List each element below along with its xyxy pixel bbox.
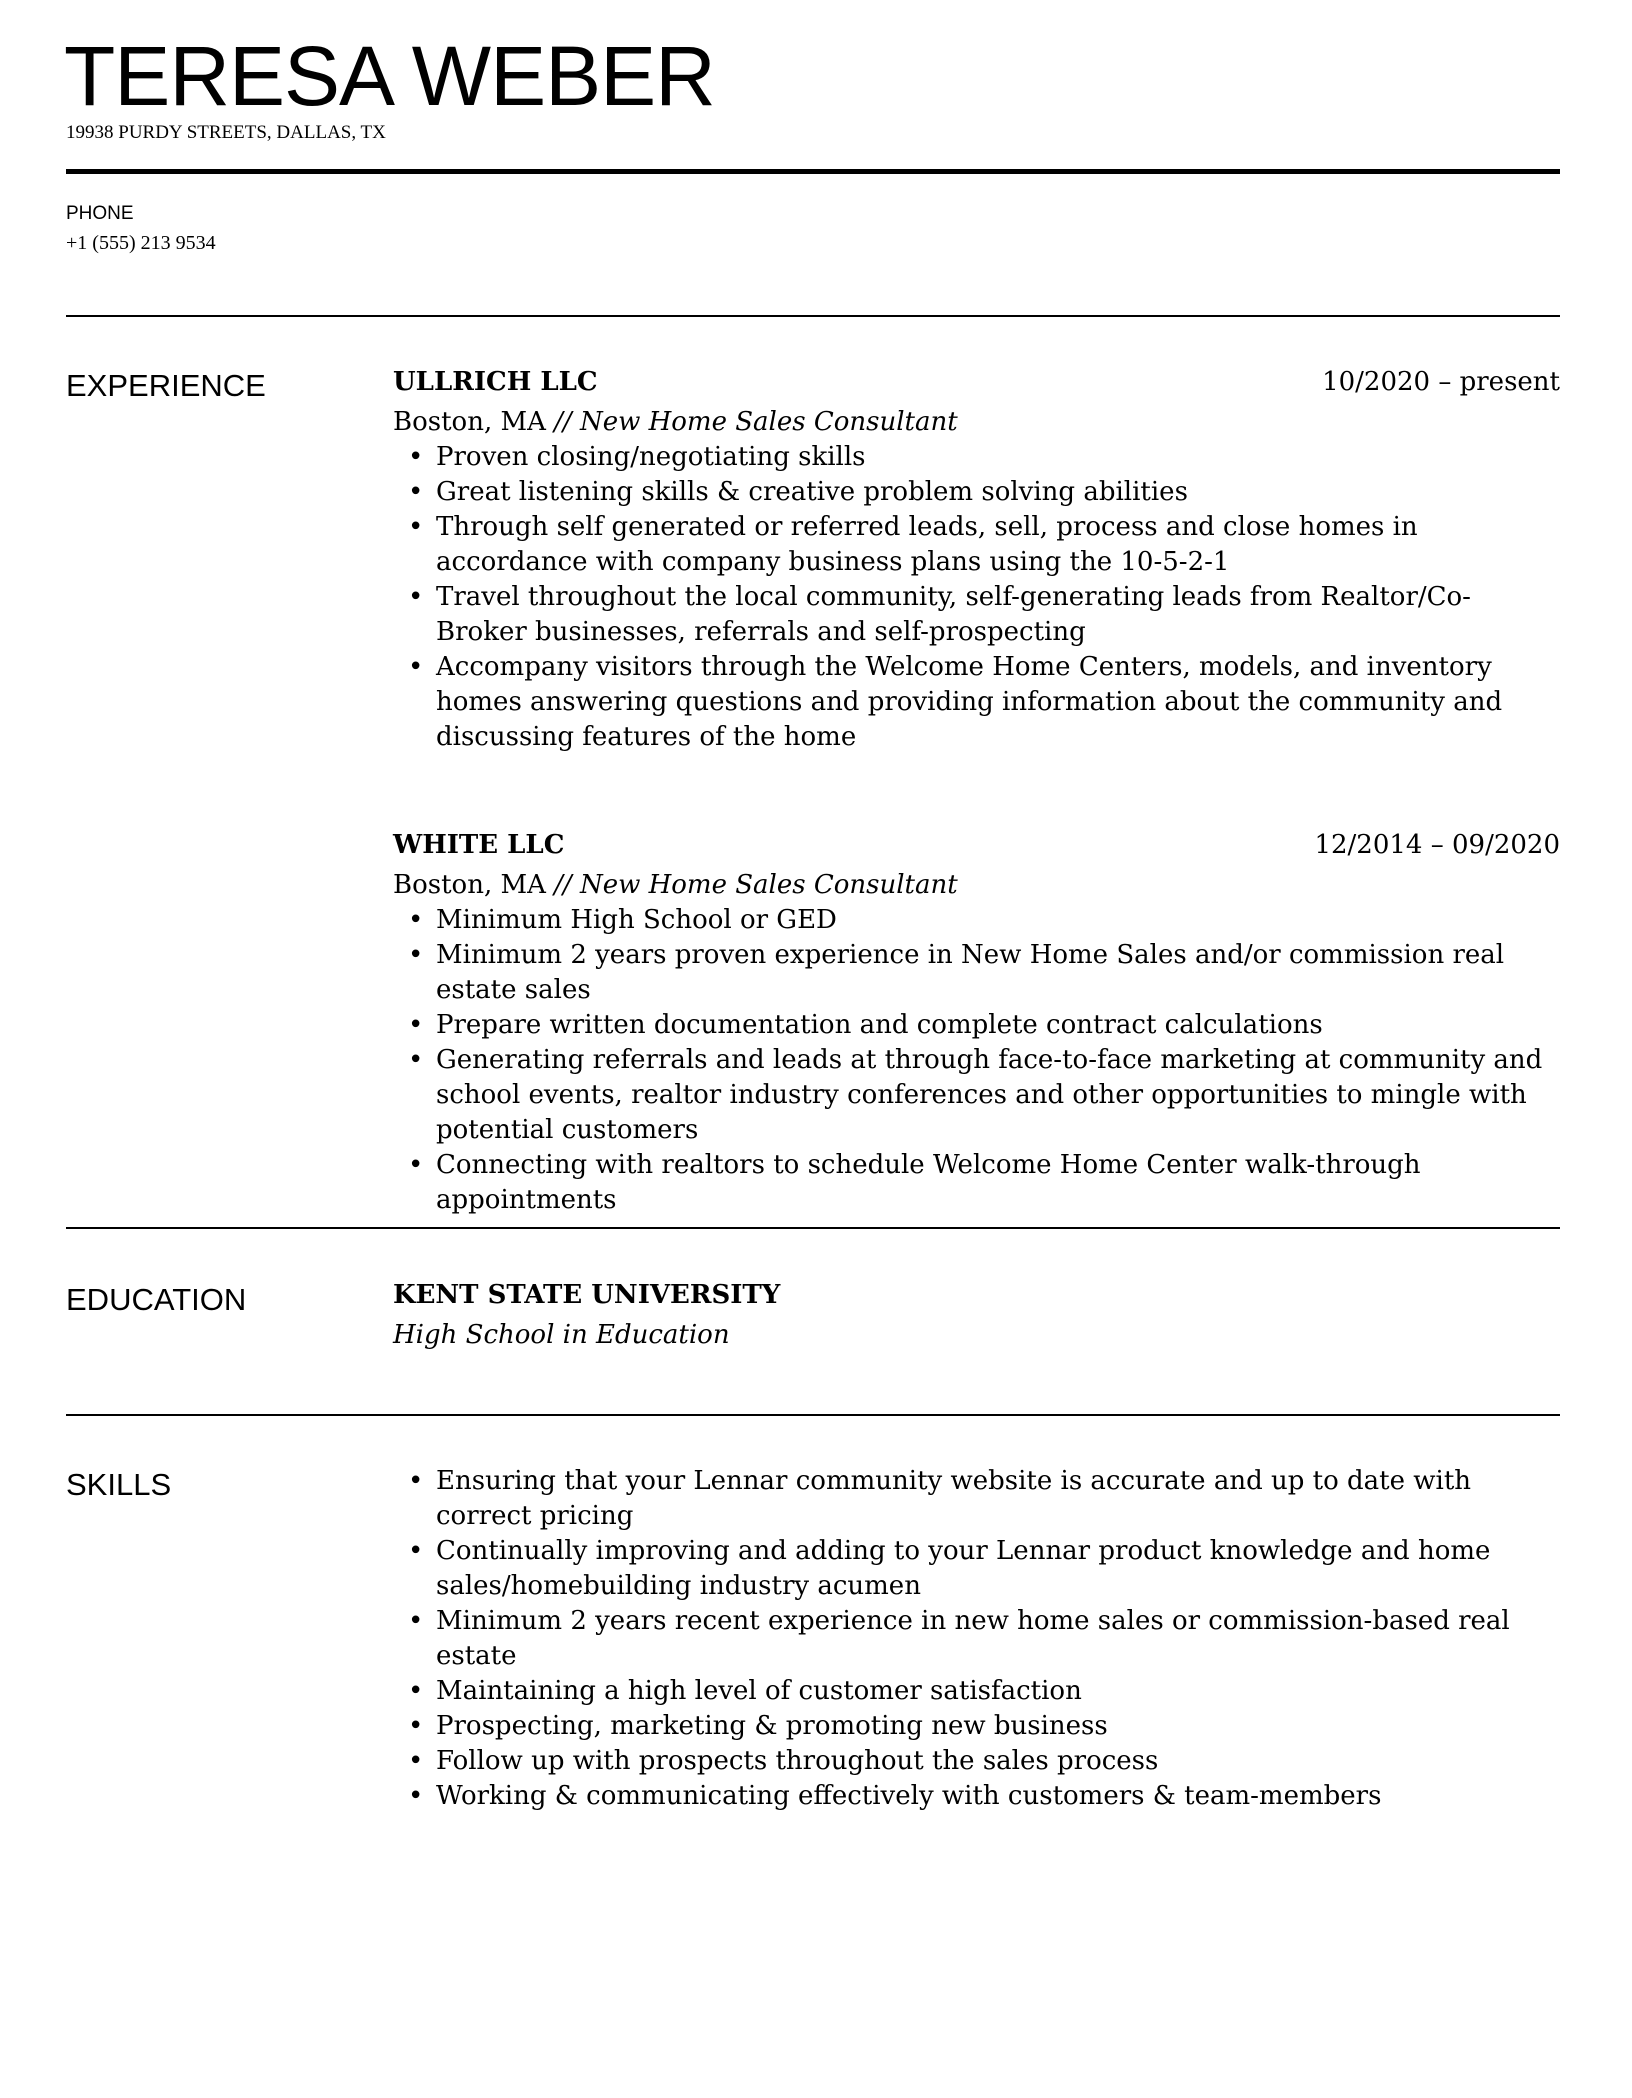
list-item: • Great listening skills & creative problem solving abilities bbox=[393, 475, 1560, 510]
divider bbox=[66, 1227, 1560, 1229]
school: KENT STATE UNIVERSITY bbox=[393, 1280, 781, 1310]
list-item: • Generating referrals and leads at through face-to-face marketing at community and school events, realtor industry conferences and other opportunities to mingle with potential customers bbox=[393, 1043, 1560, 1148]
experience-list-2 bbox=[393, 828, 1560, 1218]
list-item: • Proven closing/negotiating skills bbox=[393, 440, 1560, 475]
job-bullets bbox=[393, 903, 1560, 1218]
skills-heading: SKILLS bbox=[66, 1467, 172, 1502]
location: Boston, MA bbox=[393, 407, 546, 437]
list-item: • Travel throughout the local community, self-generating leads from Realtor/Co-Broker businesses, referrals and self-prospecting bbox=[393, 580, 1560, 650]
degree: High School in Education bbox=[393, 1320, 730, 1350]
separator: // bbox=[545, 407, 580, 437]
phone-label: PHONE bbox=[66, 203, 134, 224]
dates: 12/2014 – 09/2020 bbox=[1314, 830, 1560, 860]
list-item: • Follow up with prospects throughout the sales process bbox=[393, 1744, 1560, 1779]
divider bbox=[66, 315, 1560, 317]
list-item: • Maintaining a high level of customer satisfaction bbox=[393, 1674, 1560, 1709]
address: 19938 PURDY STREETS, DALLAS, TX bbox=[66, 122, 386, 143]
job-entry bbox=[393, 828, 1560, 1218]
header-divider bbox=[66, 169, 1560, 174]
skills-list bbox=[393, 1464, 1560, 1814]
list-item: • Minimum 2 years recent experience in new home sales or commission-based real estate bbox=[393, 1604, 1560, 1674]
divider bbox=[66, 1414, 1560, 1416]
experience-list bbox=[393, 365, 1560, 755]
company: ULLRICH LLC bbox=[393, 367, 598, 397]
location: Boston, MA bbox=[393, 870, 546, 900]
list-item: • Through self generated or referred leads, sell, process and close homes in accordance with company business plans using the 10-5-2-1 bbox=[393, 510, 1560, 580]
list-item: • Minimum High School or GED bbox=[393, 903, 1560, 938]
role: New Home Sales Consultant bbox=[579, 870, 958, 900]
list-item: • Prepare written documentation and complete contract calculations bbox=[393, 1008, 1560, 1043]
list-item: • Working & communicating effectively with customers & team-members bbox=[393, 1779, 1560, 1814]
phone-value: +1 (555) 213 9534 bbox=[66, 232, 216, 254]
company: WHITE LLC bbox=[393, 830, 565, 860]
education-heading: EDUCATION bbox=[66, 1282, 247, 1317]
role: New Home Sales Consultant bbox=[579, 407, 958, 437]
list-item: • Accompany visitors through the Welcome Home Centers, models, and inventory homes answering questions and providing information about the community and discussing features of the home bbox=[393, 650, 1560, 755]
candidate-name: TERESA WEBER bbox=[64, 29, 715, 123]
list-item: • Prospecting, marketing & promoting new business bbox=[393, 1709, 1560, 1744]
list-item: • Minimum 2 years proven experience in New Home Sales and/or commission real estate sales bbox=[393, 938, 1560, 1008]
job-bullets bbox=[393, 440, 1560, 755]
separator: // bbox=[545, 870, 580, 900]
dates: 10/2020 – present bbox=[1322, 367, 1560, 397]
job-entry bbox=[393, 365, 1560, 755]
list-item: • Ensuring that your Lennar community website is accurate and up to date with correct pricing bbox=[393, 1464, 1560, 1534]
list-item: • Connecting with realtors to schedule Welcome Home Center walk-through appointments bbox=[393, 1148, 1560, 1218]
experience-heading: EXPERIENCE bbox=[66, 368, 266, 403]
education-entry bbox=[393, 1278, 1560, 1353]
list-item: • Continually improving and adding to your Lennar product knowledge and home sales/homebuilding industry acumen bbox=[393, 1534, 1560, 1604]
